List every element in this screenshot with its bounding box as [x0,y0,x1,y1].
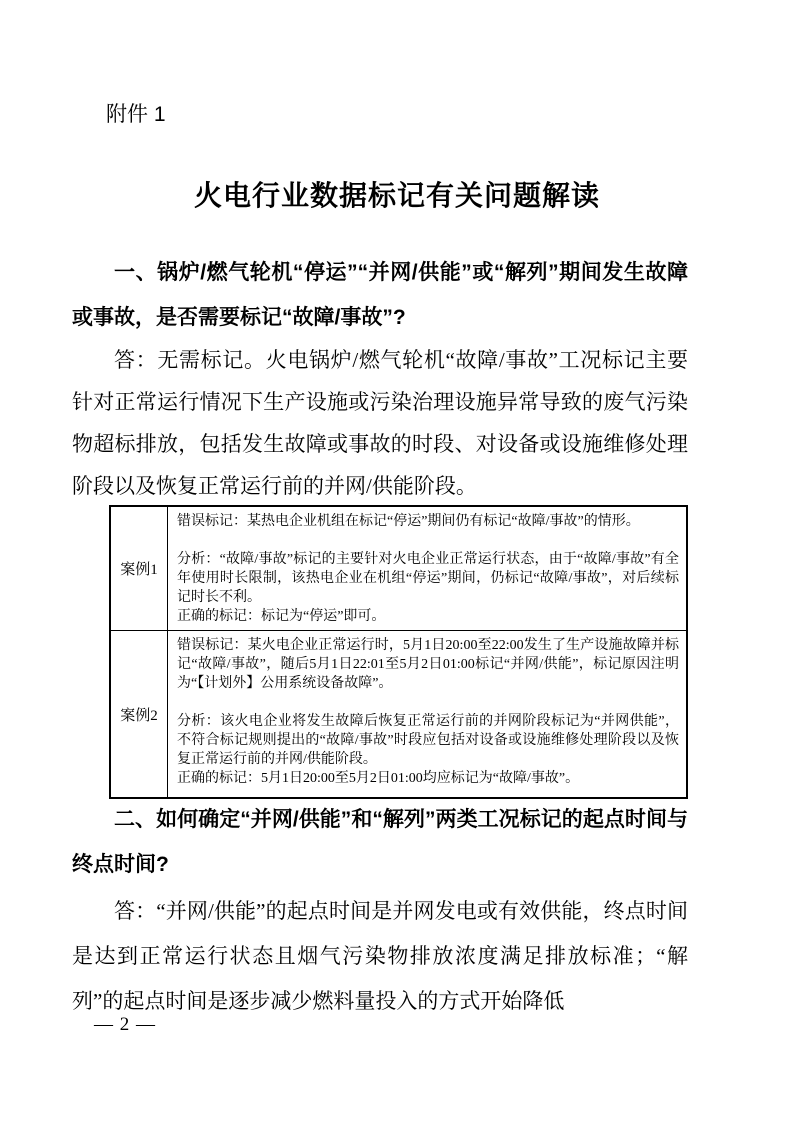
page-title: 火电行业数据标记有关问题解读 [193,180,600,211]
cases-table [109,505,688,799]
answer-2-paragraph: 答：“并网/供能”的起点时间是并网发电或有效供能，终点时间是达到正常运行状态且烟气污染物排放浓度满足排放标准；“解列”的起点时间是逐步减少燃料量投入的方式开始降低 [72,899,688,1013]
case-2-analysis-text: 分析：该火电企业将发生故障后恢复正常运行前的并网阶段标记为“并网供能”，不符合标记规则提出的“故障/事故”时段应包括对设备或设施维修处理阶段以及恢复正常运行前的并网/供能阶段。 [177,714,679,767]
table-row-case-1 [111,507,686,630]
case-1-content [168,507,686,630]
case-2-label: 案例2 [111,631,168,797]
case-2-content [168,631,686,797]
case-1-analysis-text: 分析：“故障/事故”标记的主要针对火电企业正常运行状态，由于“故障/事故”有全年使用时长限制，该热电企业在机组“停运”期间，仍标记“故障/事故”，对后续标记时长不利。 [177,552,679,605]
attachment-label: 附件 1 [106,103,166,126]
case-1-label: 案例1 [111,507,168,630]
case-2-error-text: 错误标记：某火电企业正常运行时，5月1日20:00至22:00发生了生产设施故障并标记“故障/事故”，随后5月1日22:01至5月2日01:00标记“并网/供能”，标记原因注明为“【计划外】公用系统设备故障”。 [177,638,679,691]
case-2-correct-text: 正确的标记：5月1日20:00至5月2日01:00均应标记为“故障/事故”。 [177,771,580,786]
answer-1-paragraph: 答：无需标记。火电锅炉/燃气轮机“故障/事故”工况标记主要针对正常运行情况下生产设施或污染治理设施异常导致的废气污染物超标排放，包括发生故障或事故的时段、对设备或设施维修处理阶段以及恢复正常运行前的并网/供能阶段。 [72,348,688,498]
question-1-heading: 一、锅炉/燃气轮机“停运”“并网/供能”或“解列”期间发生故障或事故，是否需要标记“故障/事故”? [72,261,688,329]
question-2-heading: 二、如何确定“并网/供能”和“解列”两类工况标记的起点时间与终点时间? [72,808,688,876]
table-row-case-2 [111,630,686,797]
case-1-correct-text: 正确的标记：标记为“停运”即可。 [177,609,386,624]
page-number: — 2 — [94,1014,156,1035]
case-1-error-text: 错误标记：某热电企业机组在标记“停运”期间仍有标记“故障/事故”的情形。 [177,514,640,529]
